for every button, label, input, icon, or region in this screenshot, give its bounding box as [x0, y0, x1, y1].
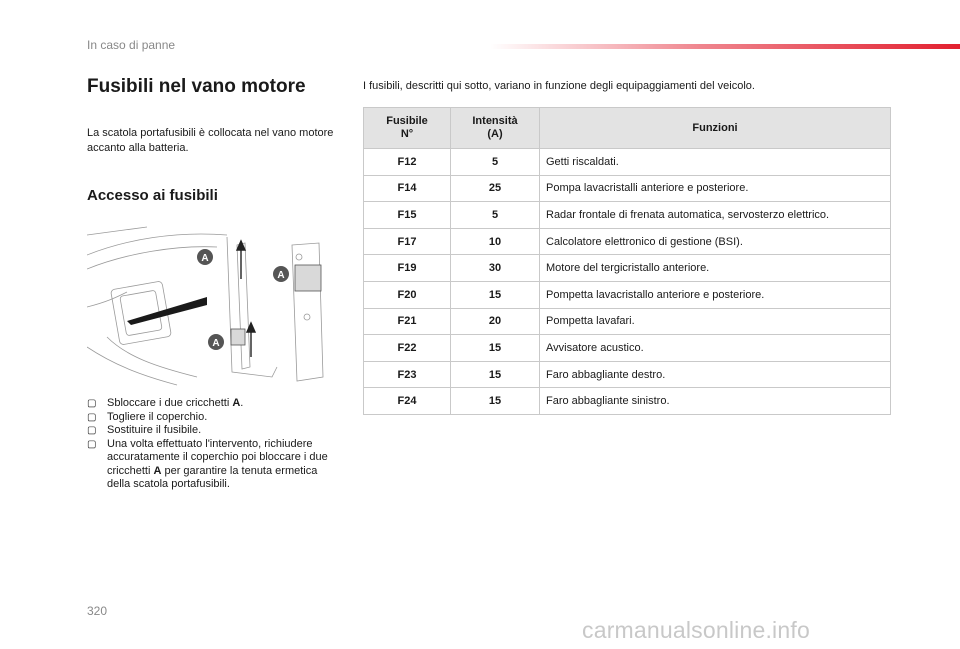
amperage-cell: 15 [451, 281, 540, 308]
fusebox-illustration [87, 217, 327, 387]
step-item: ▢ Sbloccare i due cricchetti A. [87, 397, 244, 409]
table-row [364, 202, 891, 229]
function-cell: Getti riscaldati. [540, 149, 891, 176]
procedure-steps [87, 397, 342, 492]
fuse-number-cell: F15 [364, 202, 451, 229]
fuse-number-cell: F21 [364, 308, 451, 335]
amperage-cell: 5 [451, 149, 540, 176]
fuse-table [363, 107, 891, 415]
table-row [364, 175, 891, 202]
table-intro: I fusibili, descritti qui sotto, variano in funzione degli equipaggiamenti del veicolo. [363, 80, 755, 92]
table-row [364, 255, 891, 282]
fuse-number-cell: F20 [364, 281, 451, 308]
callout-a-badge [273, 266, 289, 282]
step-item: ▢ Sostituire il fusibile. [87, 424, 202, 436]
step-item: ▢ Una volta effettuato l'intervento, richiudere accuratamente il coperchio poi bloccare i due cricchetti A per garantire la tenuta ermetica della scatola portafusibili. [87, 437, 328, 490]
function-cell: Pompetta lavacristallo anteriore e posteriore. [540, 281, 891, 308]
table-row [364, 308, 891, 335]
fuse-number-cell: F12 [364, 149, 451, 176]
checkbox-bullet-icon: ▢ [87, 398, 97, 409]
fuse-number-cell: F24 [364, 388, 451, 415]
amperage-cell: 15 [451, 388, 540, 415]
table-row [364, 388, 891, 415]
header-section-label: In caso di panne [87, 38, 176, 52]
table-row [364, 361, 891, 388]
function-cell: Radar frontale di frenata automatica, servosterzo elettrico. [540, 202, 891, 229]
callout-a-badge [208, 334, 224, 350]
function-cell: Motore del tergicristallo anteriore. [540, 255, 891, 282]
fuse-number-cell: F23 [364, 361, 451, 388]
callout-a-label: A [277, 270, 285, 281]
amperage-cell: 15 [451, 335, 540, 362]
callout-a-badge [197, 249, 213, 265]
amperage-cell: 20 [451, 308, 540, 335]
function-cell: Pompa lavacristalli anteriore e posteriore. [540, 175, 891, 202]
table-row [364, 335, 891, 362]
fuse-table-body [364, 149, 891, 415]
section-subtitle: Accesso ai fusibili [87, 187, 218, 204]
column-header-amperage: Intensità (A) [451, 108, 540, 149]
function-cell: Calcolatore elettronico di gestione (BSI). [540, 228, 891, 255]
page-number: 320 [87, 604, 108, 618]
checkbox-bullet-icon: ▢ [87, 438, 97, 450]
function-cell: Avvisatore acustico. [540, 335, 891, 362]
amperage-cell: 10 [451, 228, 540, 255]
function-cell: Faro abbagliante sinistro. [540, 388, 891, 415]
function-cell: Pompetta lavafari. [540, 308, 891, 335]
function-cell: Faro abbagliante destro. [540, 361, 891, 388]
intro-paragraph: La scatola portafusibili è collocata nel vano motore accanto alla batteria. [87, 127, 334, 154]
amperage-cell: 30 [451, 255, 540, 282]
page-title: Fusibili nel vano motore [87, 76, 306, 97]
table-row [364, 281, 891, 308]
column-header-fuse: Fusibile N° [364, 108, 451, 149]
table-row [364, 149, 891, 176]
step-item: ▢ Togliere il coperchio. [87, 410, 208, 423]
callout-a-label: A [201, 253, 209, 264]
table-row [364, 228, 891, 255]
amperage-cell: 5 [451, 202, 540, 229]
amperage-cell: 25 [451, 175, 540, 202]
callout-a-label: A [212, 338, 220, 349]
fuse-number-cell: F19 [364, 255, 451, 282]
table-header-row [364, 108, 891, 149]
header-accent-bar [490, 44, 960, 49]
column-header-functions: Funzioni [540, 108, 891, 149]
watermark: carmanualsonline.info [582, 617, 810, 643]
fuse-number-cell: F14 [364, 175, 451, 202]
checkbox-bullet-icon: ▢ [87, 411, 97, 423]
fuse-number-cell: F17 [364, 228, 451, 255]
checkbox-bullet-icon: ▢ [87, 425, 97, 436]
amperage-cell: 15 [451, 361, 540, 388]
fuse-number-cell: F22 [364, 335, 451, 362]
